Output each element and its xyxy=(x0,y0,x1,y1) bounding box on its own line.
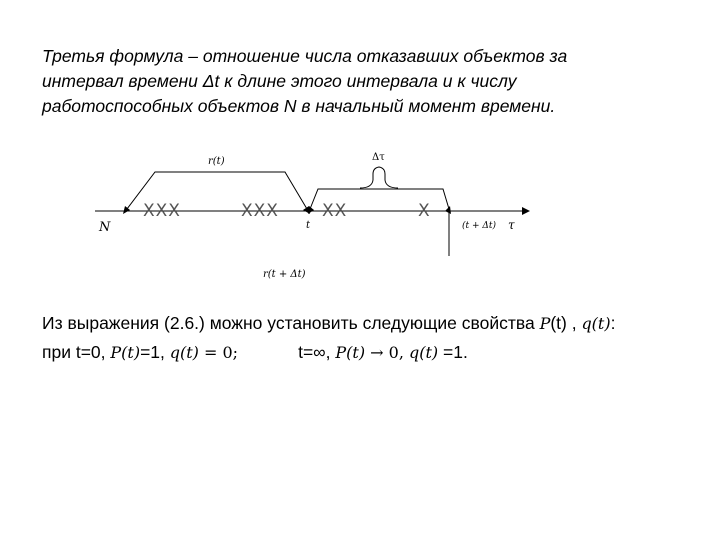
p-infinity-limit: → 0, xyxy=(365,343,409,362)
p-at-infinity: P(t) xyxy=(335,343,366,362)
r-t-dt-label: r(t + Δt) xyxy=(263,269,306,280)
t-dt-label: (t + Δt) xyxy=(462,221,497,231)
q-function: q(t) xyxy=(581,314,611,333)
axis-end-label: τ xyxy=(508,218,515,232)
time-axis-arrow xyxy=(522,207,530,215)
crosses-group-2: XXX xyxy=(241,201,279,221)
crosses-group-3: XX xyxy=(322,201,348,221)
q-at-infinity: q(t) xyxy=(409,343,439,362)
properties-line-1 xyxy=(42,309,702,338)
q-zero-value: = 0; xyxy=(198,343,239,362)
p-symbol: P xyxy=(539,314,551,333)
properties-paragraph xyxy=(42,309,702,367)
p-zero-value: =1, xyxy=(140,342,170,362)
t-infinity-prefix: t=∞, xyxy=(298,342,336,362)
intro-line-1: Третья формула – отношение числа отказавших объектов за xyxy=(42,46,568,66)
intro-line-3: работоспособных объектов N в начальный момент времени. xyxy=(42,96,556,116)
t-label: t xyxy=(306,220,311,231)
intro-line-2: интервал времени Δt к длине этого интервала и к числу xyxy=(42,71,517,91)
q-at-zero: q(t) xyxy=(169,343,199,362)
properties-intro-text: Из выражения (2.6.) можно установить следующие свойства xyxy=(42,313,540,333)
properties-line-2 xyxy=(42,338,702,367)
p-arg: (t) , xyxy=(550,313,582,333)
r-t-label: r(t) xyxy=(208,156,225,167)
t-zero-prefix: при t=0, xyxy=(42,342,111,362)
delta-curly-brace xyxy=(360,167,398,188)
crosses-group-4: X xyxy=(418,201,430,221)
q-infinity-value: =1. xyxy=(438,342,468,362)
p-at-zero: P(t) xyxy=(110,343,141,362)
properties-colon: : xyxy=(610,313,616,333)
crosses-group-1: XXX xyxy=(143,201,181,221)
axis-start-label: N xyxy=(99,220,111,235)
delta-label: Δτ xyxy=(372,152,385,163)
